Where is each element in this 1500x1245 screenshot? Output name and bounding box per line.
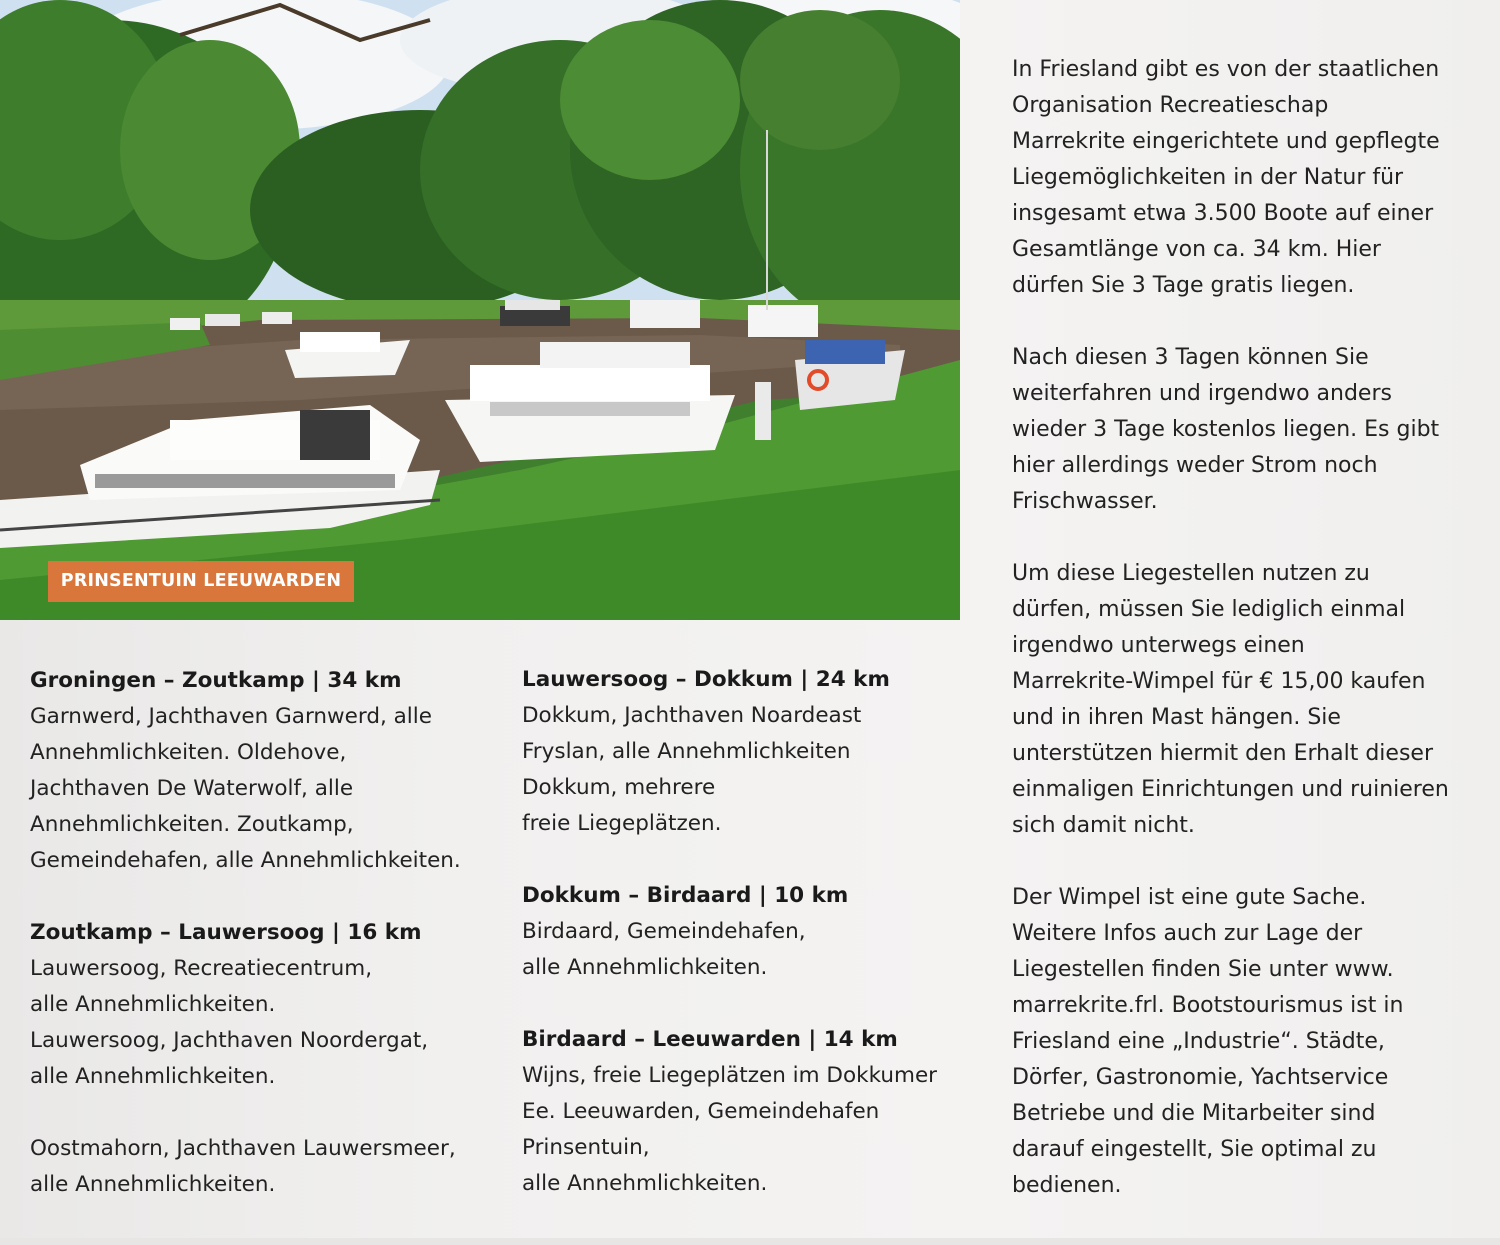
route-line: Oostmahorn, Jachthaven Lauwersmeer,	[30, 1136, 456, 1161]
route-line: Wijns, freie Liegeplätzen im Dokkumer	[522, 1063, 938, 1088]
route-line: Dokkum, Jachthaven Noardeast	[522, 703, 862, 728]
route-line: Lauwersoog, Recreatiecentrum,	[30, 956, 373, 981]
body-line: dürfen, müssen Sie lediglich einmal	[1012, 597, 1406, 622]
body-line: einmaligen Einrichtungen und ruinieren	[1012, 777, 1449, 802]
route-line: Annehmlichkeiten. Oldehove,	[30, 740, 347, 765]
route-line: Birdaard, Gemeindehafen,	[522, 919, 806, 944]
body-line: Friesland eine „Industrie“. Städte,	[1012, 1029, 1385, 1054]
route-heading: Groningen – Zoutkamp | 34 km	[30, 668, 402, 693]
right-column	[1012, 52, 1482, 1204]
body-line: Weitere Infos auch zur Lage der	[1012, 921, 1363, 946]
left-column	[30, 663, 490, 1203]
route-line: Lauwersoog, Jachthaven Noordergat,	[30, 1028, 429, 1053]
body-line: wieder 3 Tage kostenlos liegen. Es gibt	[1012, 417, 1440, 442]
body-line: weiterfahren und irgendwo anders	[1012, 381, 1392, 406]
route-line: Ee. Leeuwarden, Gemeindehafen	[522, 1099, 880, 1124]
photo-caption-badge: PRINSENTUIN LEEUWARDEN	[48, 561, 354, 602]
body-line: Marrekrite-Wimpel für € 15,00 kaufen	[1012, 669, 1426, 694]
route-line: freie Liegeplätzen.	[522, 811, 722, 836]
route-heading: Zoutkamp – Lauwersoog | 16 km	[30, 920, 422, 945]
body-line: Der Wimpel ist eine gute Sache.	[1012, 885, 1367, 910]
body-line: Dörfer, Gastronomie, Yachtservice	[1012, 1065, 1389, 1090]
body-line: darauf eingestellt, Sie optimal zu	[1012, 1137, 1377, 1162]
route-line: alle Annehmlichkeiten.	[522, 955, 768, 980]
route-line: Annehmlichkeiten. Zoutkamp,	[30, 812, 354, 837]
body-line: marrekrite.frl. Bootstourismus ist in	[1012, 993, 1404, 1018]
body-line: irgendwo unterwegs einen	[1012, 633, 1305, 658]
route-line: Dokkum, mehrere	[522, 775, 716, 800]
route-line: alle Annehmlichkeiten.	[30, 1172, 276, 1197]
canal-photo-illustration	[0, 0, 960, 620]
body-line: hier allerdings weder Strom noch	[1012, 453, 1378, 478]
body-line: Organisation Recreatieschap	[1012, 93, 1329, 118]
body-line: Frischwasser.	[1012, 489, 1158, 514]
body-line: In Friesland gibt es von der staatlichen	[1012, 57, 1440, 82]
route-heading: Dokkum – Birdaard | 10 km	[522, 883, 849, 908]
route-line: Jachthaven De Waterwolf, alle	[30, 776, 354, 801]
body-line: insgesamt etwa 3.500 Boote auf einer	[1012, 201, 1434, 226]
body-line: Marrekrite eingerichtete und gepflegte	[1012, 129, 1440, 154]
route-line: alle Annehmlichkeiten.	[30, 992, 276, 1017]
canal-photo	[0, 0, 960, 620]
body-line: sich damit nicht.	[1012, 813, 1195, 838]
body-line: Liegemöglichkeiten in der Natur für	[1012, 165, 1404, 190]
body-line: Um diese Liegestellen nutzen zu	[1012, 561, 1370, 586]
middle-column	[522, 662, 962, 1202]
body-line: und in ihren Mast hängen. Sie	[1012, 705, 1341, 730]
route-line: Gemeindehafen, alle Annehmlichkeiten.	[30, 848, 461, 873]
body-line: Gesamtlänge von ca. 34 km. Hier	[1012, 237, 1381, 262]
body-line: Liegestellen finden Sie unter www.	[1012, 957, 1394, 982]
route-line: Prinsentuin,	[522, 1135, 650, 1160]
route-line: alle Annehmlichkeiten.	[522, 1171, 768, 1196]
route-line: alle Annehmlichkeiten.	[30, 1064, 276, 1089]
route-line: Fryslan, alle Annehmlichkeiten	[522, 739, 851, 764]
page-bottom-edge	[0, 1238, 1500, 1245]
route-heading: Birdaard – Leeuwarden | 14 km	[522, 1027, 898, 1052]
route-line: Garnwerd, Jachthaven Garnwerd, alle	[30, 704, 432, 729]
body-line: dürfen Sie 3 Tage gratis liegen.	[1012, 273, 1355, 298]
body-line: unterstützen hiermit den Erhalt dieser	[1012, 741, 1433, 766]
body-line: bedienen.	[1012, 1173, 1122, 1198]
body-line: Nach diesen 3 Tagen können Sie	[1012, 345, 1369, 370]
route-heading: Lauwersoog – Dokkum | 24 km	[522, 667, 890, 692]
body-line: Betriebe und die Mitarbeiter sind	[1012, 1101, 1376, 1126]
